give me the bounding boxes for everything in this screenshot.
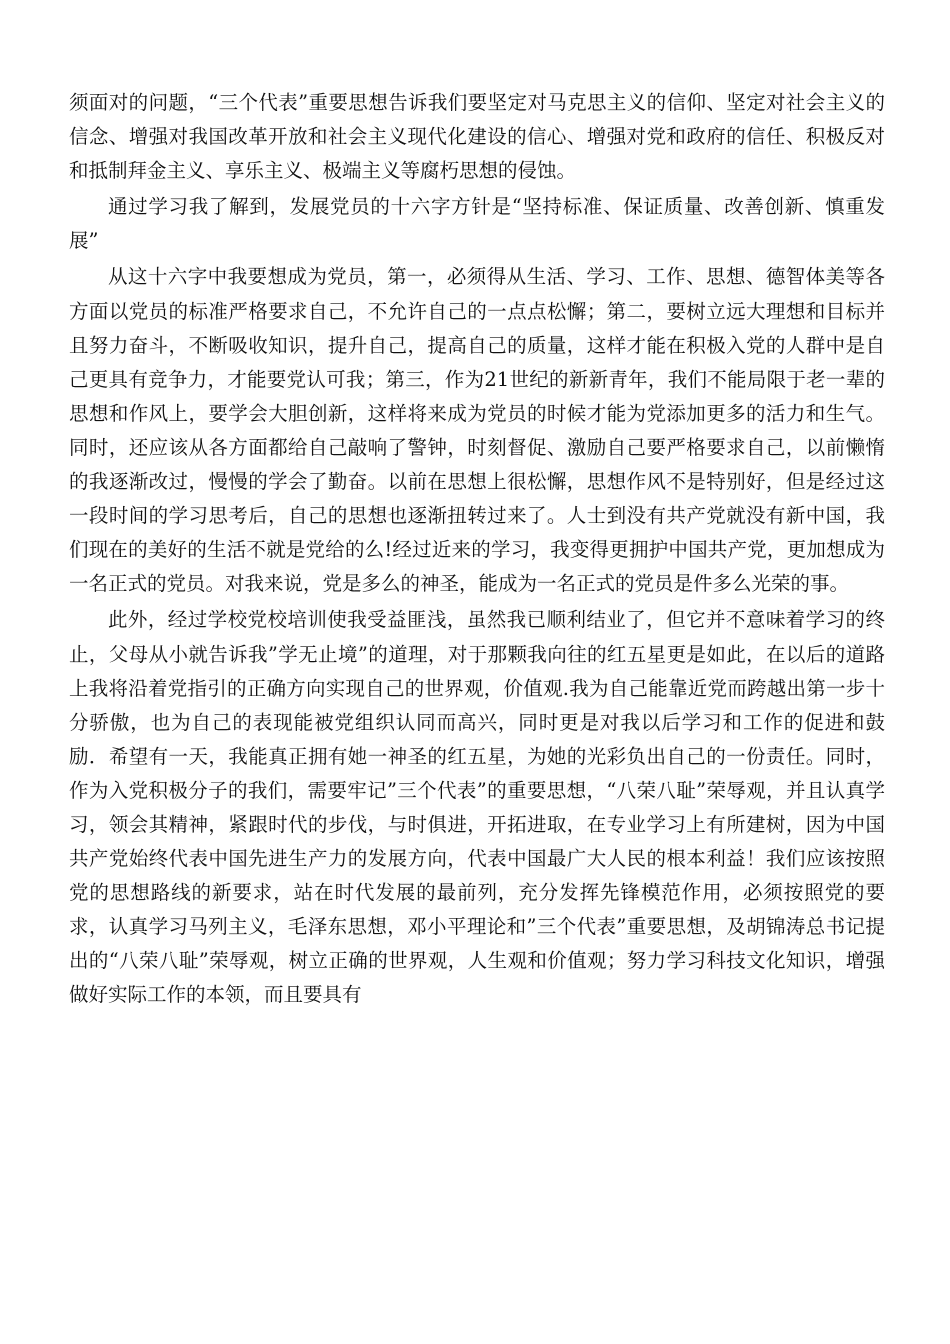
paragraph-3: 从这十六字中我要想成为党员，第一，必须得从生活、学习、工作、思想、德智体美等各方面以党员的标准严格要求自己，不允许自己的一点点松懈；第二，要树立远大理想和目标并且努力奋斗，不断吸收知识，提升自己，提高自己的质量，这样才能在积极入党的人群中是自己更具有竞争力，才能要党认可我；第三，作为21世纪的新新青年，我们不能局限于老一辈的思想和作风上，要学会大胆创新，这样将来成为党员的时候才能为党添加更多的活力和生气。同时，还应该从各方面都给自己敲响了警钟，时刻督促、激励自己要严格要求自己，以前懒惰的我逐渐改过，慢慢的学会了勤奋。以前在思想上很松懈，思想作风不是特别好，但是经过这一段时间的学习思考后，自己的思想也逐渐扭转过来了。人士到没有共产党就没有新中国，我们现在的美好的生活不就是党给的么!经过近来的学习，我变得更拥护中国共产党，更加想成为一名正式的党员。对我来说，党是多么的神圣，能成为一名正式的党员是件多么光荣的事。 bbox=[69, 265, 885, 596]
paragraph-2: 通过学习我了解到，发展党员的十六字方针是“坚持标准、保证质量、改善创新、慎重发展” bbox=[69, 195, 885, 253]
paragraph-4: 此外，经过学校党校培训使我受益匪浅，虽然我已顺利结业了，但它并不意味着学习的终止，父母从小就告诉我”学无止境”的道理，对于那颗我向往的红五星更是如此，在以后的道路上我将沿着党指引的正确方向实现自己的世界观，价值观.我为自己能靠近党而跨越出第一步十分骄傲，也为自己的表现能被党组织认同而高兴，同时更是对我以后学习和工作的促进和鼓励．希望有一天，我能真正拥有她一神圣的红五星，为她的光彩负出自己的一份责任。同时，作为入党积极分子的我们，需要牢记”三个代表”的重要思想，“八荣八耻”荣辱观，并且认真学习，领会其精神，紧跟时代的步伐，与时俱进，开拓进取，在专业学习上有所建树，因为中国共产党始终代表中国先进生产力的发展方向，代表中国最广大人民的根本利益！我们应该按照党的思想路线的新要求，站在时代发展的最前列，充分发挥先锋模范作用，必须按照党的要求，认真学习马列主义，毛泽东思想，邓小平理论和”三个代表”重要思想，及胡锦涛总书记提出的“八荣八耻”荣辱观，树立正确的世界观，人生观和价值观；努力学习科技文化知识，增强做好实际工作的本领，而且要具有 bbox=[69, 608, 885, 1007]
document-body bbox=[69, 86, 885, 1013]
paragraph-1: 须面对的问题，“三个代表”重要思想告诉我们要坚定对马克思主义的信仰、坚定对社会主义的信念、增强对我国改革开放和社会主义现代化建设的信心、增强对党和政府的信任、积极反对和抵制拜金主义、享乐主义、极端主义等腐朽思想的侵蚀。 bbox=[69, 91, 885, 183]
